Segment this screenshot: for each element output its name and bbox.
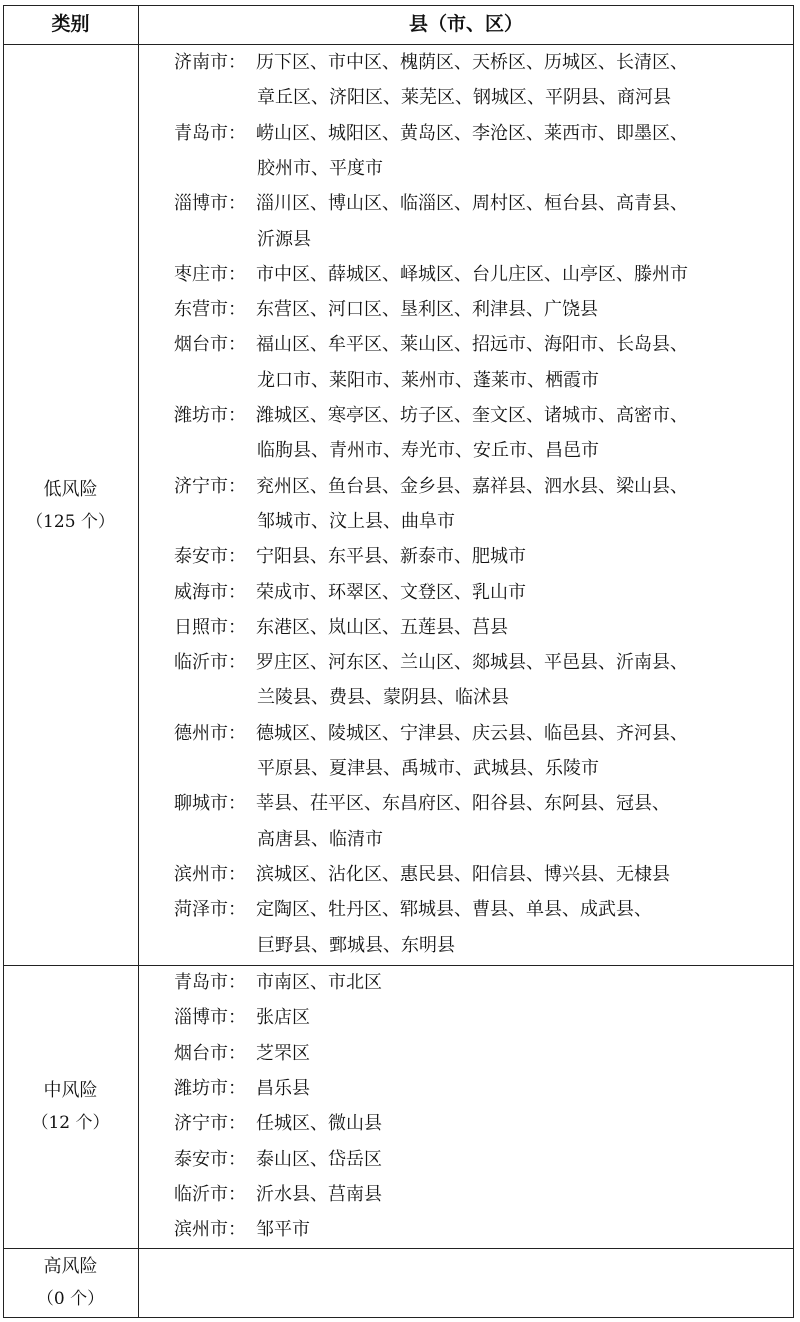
list-item [174,1106,382,1141]
category-low [3,474,138,538]
list-item [174,1000,310,1035]
city-name: 青岛市： [174,122,246,144]
list-item [174,1212,310,1247]
county-list: 福山区、牟平区、莱山区、招远市、海阳市、长岛县、 [256,334,688,356]
county-list-continued: 胶州市、平度市 [257,157,383,179]
county-list-continued: 临朐县、青州市、寿光市、安丘市、昌邑市 [257,440,599,462]
list-item [174,575,526,610]
county-list: 淄川区、博山区、临淄区、周村区、桓台县、高青县、 [256,193,688,215]
city-name: 潍坊市： [174,1077,246,1099]
list-item [174,45,688,80]
county-list: 莘县、茌平区、东昌府区、阳谷县、东阿县、冠县、 [256,793,670,815]
header-county: 县（市、区） [408,13,523,35]
city-name: 烟台市： [174,1042,246,1064]
list-item [174,1142,382,1177]
category-label: 高风险 [43,1256,98,1277]
city-name: 青岛市： [174,972,246,993]
city-name: 菏泽市： [174,899,246,921]
county-list: 德城区、陵城区、宁津县、庆云县、临邑县、齐河县、 [256,722,688,744]
county-list-continued: 龙口市、莱阳市、莱州市、蓬莱市、栖霞市 [257,369,599,391]
category-count: （12 个） [31,1113,110,1133]
county-list-continued: 邹城市、汶上县、曲阜市 [257,510,455,532]
list-item [174,186,688,221]
county-list: 历下区、市中区、槐荫区、天桥区、历城区、长清区、 [256,52,688,73]
city-name: 淄博市： [174,193,246,215]
list-item [174,539,526,574]
list-item [174,716,688,751]
city-name: 淄博市： [174,1007,246,1029]
city-name: 临沂市： [174,1183,246,1205]
list-item [174,257,688,292]
county-list-continued: 章丘区、济阳区、莱芜区、钢城区、平阴县、商河县 [257,87,671,109]
list-item [174,116,688,151]
county-list: 任城区、微山县 [256,1113,382,1135]
list-item [174,965,382,1000]
county-list: 市中区、薛城区、峄城区、台儿庄区、山亭区、滕州市 [256,263,688,285]
list-item [174,857,670,892]
table-border-bottom [3,1317,794,1318]
city-name: 济南市： [174,52,246,73]
list-item [174,292,598,327]
county-list: 滨城区、沾化区、惠民县、阳信县、博兴县、无棣县 [256,863,670,885]
county-list-continued: 平原县、夏津县、禹城市、武城县、乐陵市 [257,758,599,779]
county-list: 张店区 [256,1007,310,1029]
county-list: 潍城区、寒亭区、坊子区、奎文区、诸城市、高密市、 [256,405,688,426]
county-list: 芝罘区 [256,1042,310,1064]
list-item [174,1036,310,1071]
county-list: 东营区、河口区、垦利区、利津县、广饶县 [256,299,598,321]
city-name: 滨州市： [174,863,246,885]
list-item [174,645,688,680]
county-list: 宁阳县、东平县、新泰市、肥城市 [256,546,526,568]
city-name: 济宁市： [174,1113,246,1135]
category-count: （125 个） [26,512,115,532]
category-label: 中风险 [43,1080,98,1101]
city-name: 济宁市： [174,475,246,497]
list-item [174,892,652,927]
city-name: 威海市： [174,581,246,603]
county-list: 泰山区、岱岳区 [256,1148,382,1170]
list-item [174,327,688,362]
category-count: （0 个） [36,1289,105,1309]
county-list: 沂水县、莒南县 [256,1183,382,1205]
county-list: 崂山区、城阳区、黄岛区、李沧区、莱西市、即墨区、 [256,122,688,144]
city-name: 德州市： [174,722,246,744]
category-label: 低风险 [43,479,98,500]
county-list-continued: 沂源县 [257,228,311,250]
county-list-continued: 巨野县、鄄城县、东明县 [257,934,455,956]
city-name: 滨州市： [174,1219,246,1241]
city-name: 枣庄市： [174,263,246,285]
list-item [174,786,670,821]
table-section-divider [3,1248,794,1249]
county-list: 定陶区、牡丹区、郓城县、曹县、单县、成武县、 [256,899,652,921]
city-name: 临沂市： [174,652,246,674]
city-name: 泰安市： [174,1148,246,1170]
table-border-right [793,5,794,1318]
county-list-continued: 高唐县、临清市 [257,828,383,850]
list-item [174,1071,310,1106]
county-list: 罗庄区、河东区、兰山区、郯城县、平邑县、沂南县、 [256,652,688,674]
county-list: 昌乐县 [256,1077,310,1099]
city-name: 潍坊市： [174,405,246,426]
county-list: 市南区、市北区 [256,972,382,993]
list-item [174,398,688,433]
city-name: 东营市： [174,299,246,321]
list-item [174,610,508,645]
county-list: 邹平市 [256,1219,310,1241]
category-high [3,1251,138,1315]
category-medium [3,1075,138,1139]
list-item [174,1177,382,1212]
header-category: 类别 [51,13,90,35]
county-list: 东港区、岚山区、五莲县、莒县 [256,616,508,638]
county-list-continued: 兰陵县、费县、蒙阴县、临沭县 [257,687,509,709]
county-list: 兖州区、鱼台县、金乡县、嘉祥县、泗水县、梁山县、 [256,475,688,497]
table-section-divider [3,965,794,966]
city-name: 日照市： [174,616,246,638]
table-column-divider [138,5,139,1318]
city-name: 泰安市： [174,546,246,568]
city-name: 烟台市： [174,334,246,356]
city-name: 聊城市： [174,793,246,815]
county-list: 荣成市、环翠区、文登区、乳山市 [256,581,526,603]
list-item [174,469,688,504]
